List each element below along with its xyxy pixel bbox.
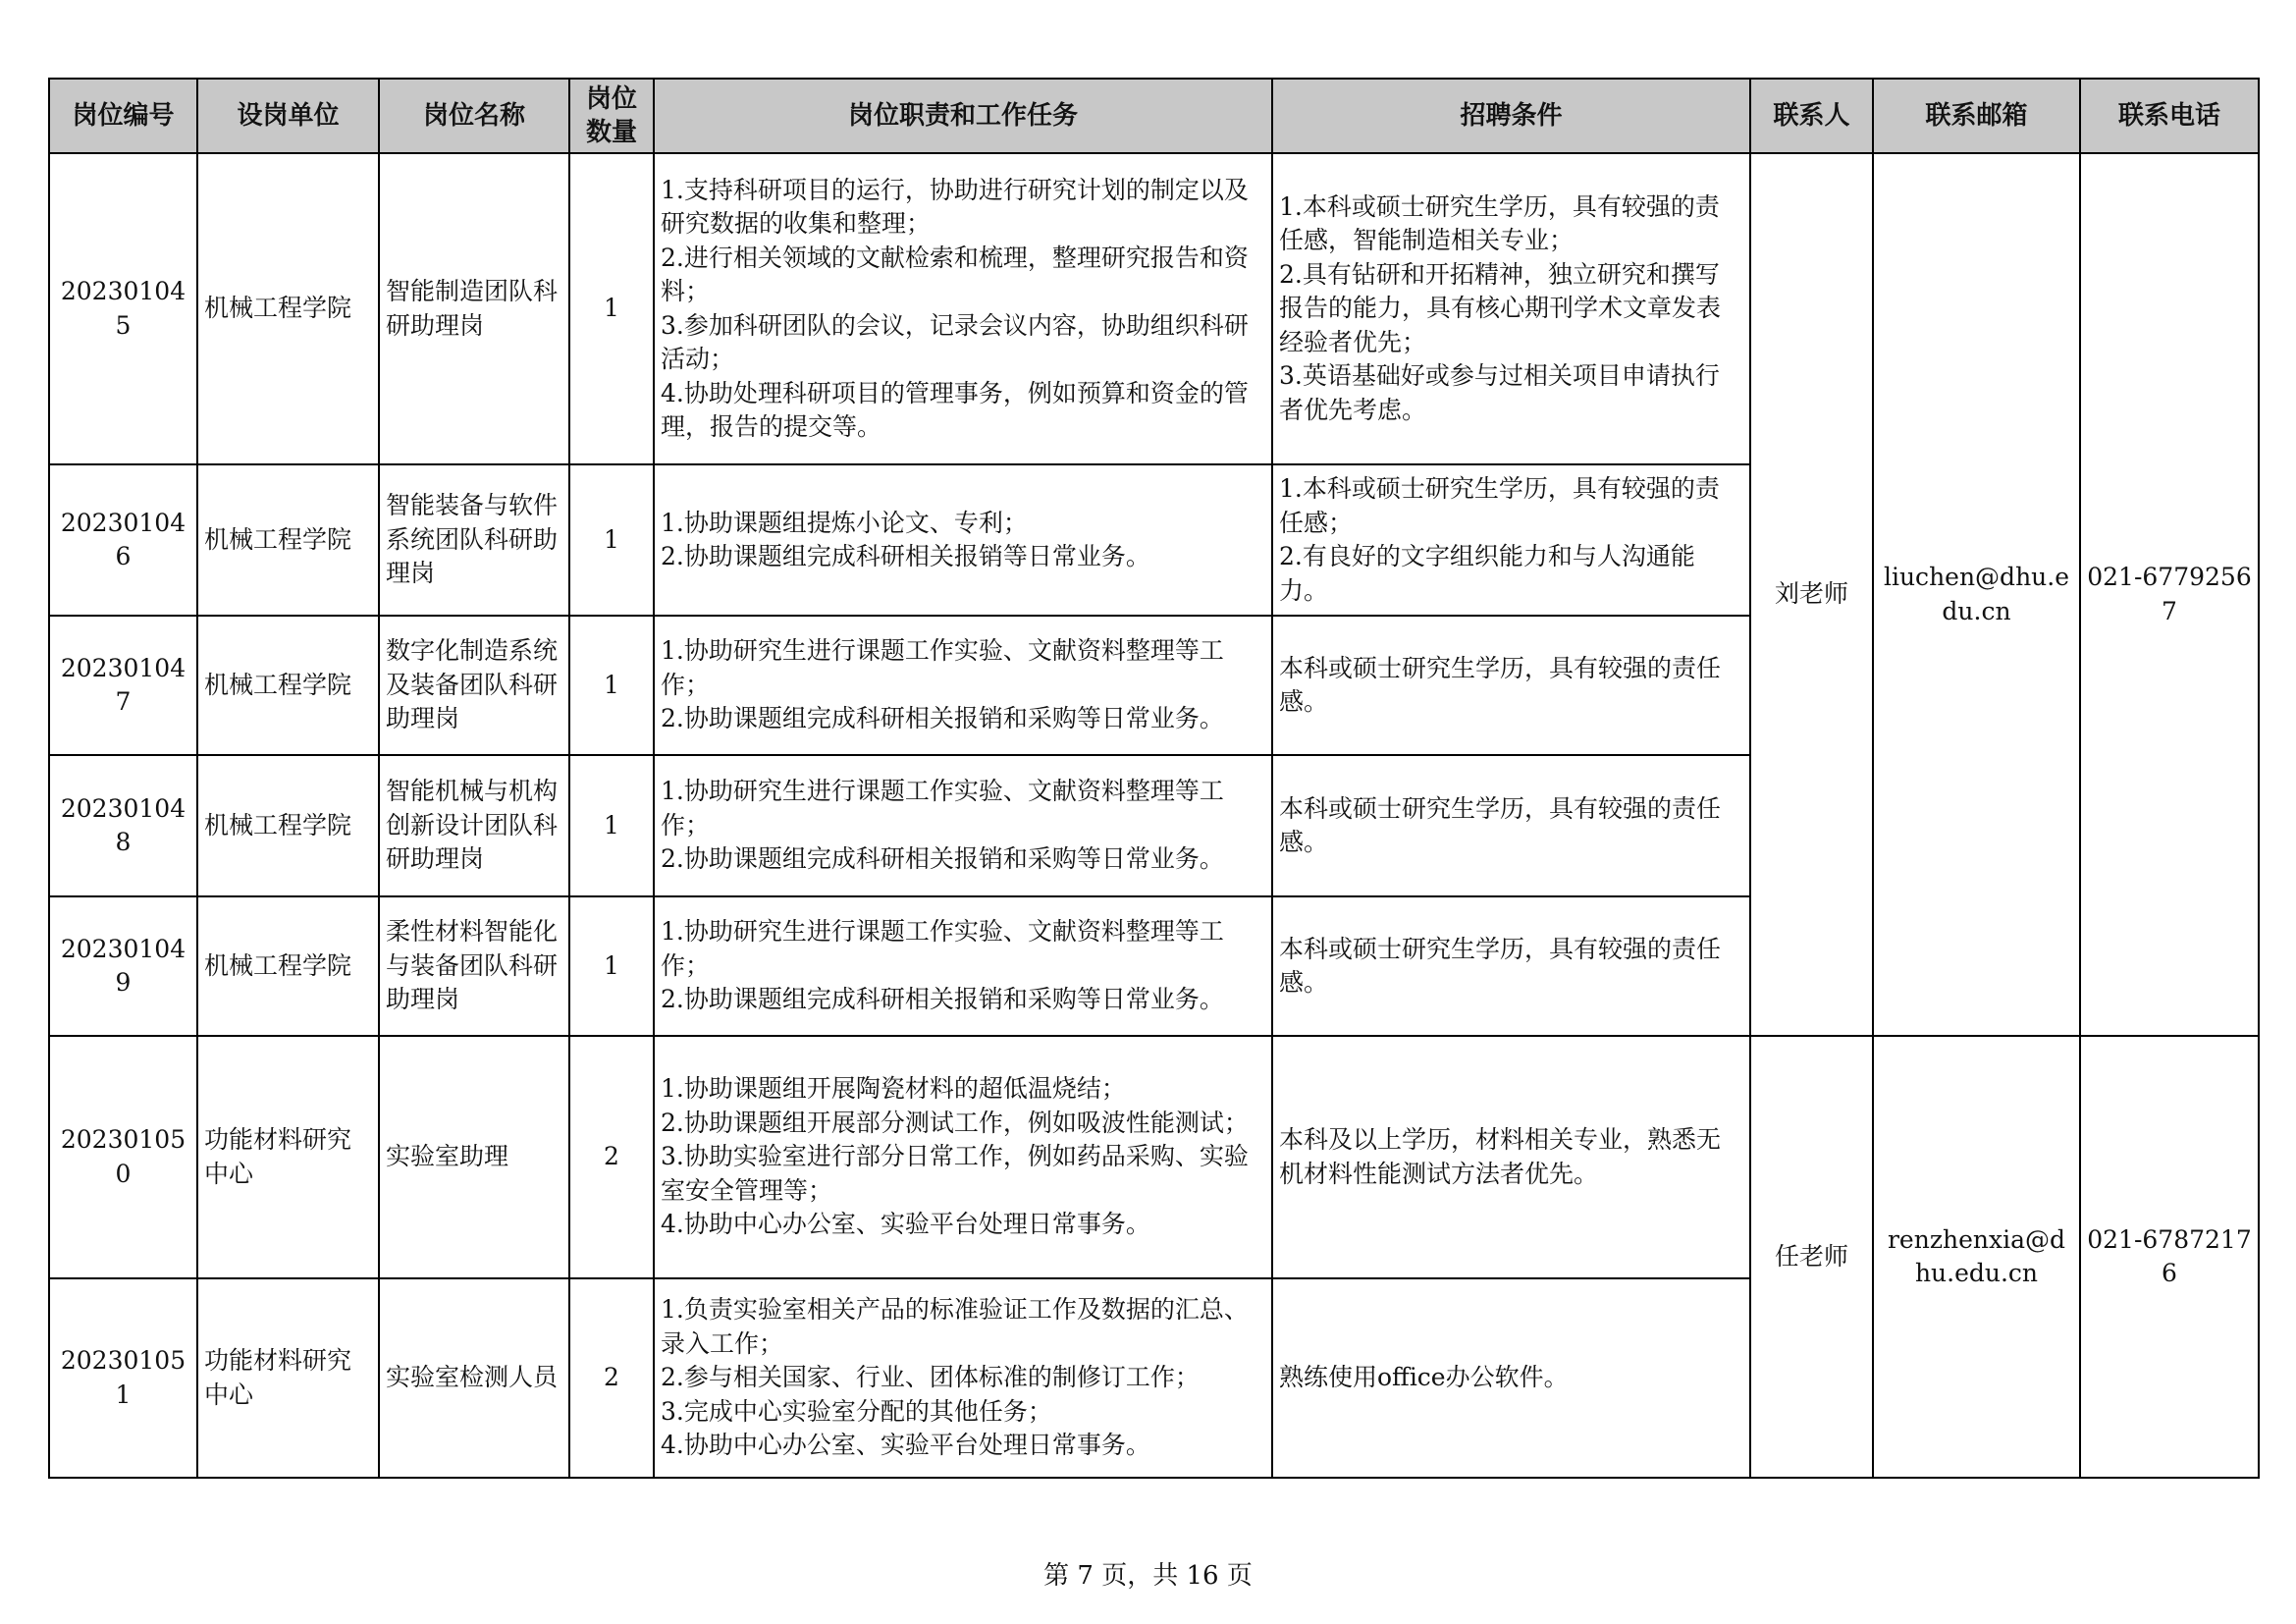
contact-email[interactable]: liuchen@dhu.edu.cn xyxy=(1873,153,2080,1036)
header-contact: 联系人 xyxy=(1750,79,1873,153)
duty-item: 2.协助课题组完成科研相关报销和采购等日常业务。 xyxy=(661,704,1224,733)
position-name: 智能机械与机构创新设计团队科研助理岗 xyxy=(379,755,569,896)
requirement-item: 1.本科或硕士研究生学历，具有较强的责任感； xyxy=(1279,474,1720,537)
requirement-item: 本科及以上学历，材料相关专业，熟悉无机材料性能测试方法者优先。 xyxy=(1279,1125,1722,1188)
header-unit: 设岗单位 xyxy=(197,79,379,153)
contact-email[interactable]: renzhenxia@dhu.edu.cn xyxy=(1873,1036,2080,1478)
position-duties xyxy=(654,1036,1272,1278)
requirement-item: 1.本科或硕士研究生学历，具有较强的责任感，智能制造相关专业； xyxy=(1279,191,1720,255)
position-requirements xyxy=(1272,1036,1750,1278)
requirement-item: 熟练使用office办公软件。 xyxy=(1279,1363,1569,1392)
position-count: 1 xyxy=(569,896,654,1036)
duty-item: 2.协助课题组完成科研相关报销和采购等日常业务。 xyxy=(661,985,1224,1014)
header-duties: 岗位职责和工作任务 xyxy=(654,79,1272,153)
requirement-item: 本科或硕士研究生学历，具有较强的责任感。 xyxy=(1279,793,1722,856)
position-duties xyxy=(654,1278,1272,1478)
position-requirements xyxy=(1272,755,1750,896)
position-id: 202301045 xyxy=(49,153,197,464)
duty-item: 2.参与相关国家、行业、团体标准的制修订工作； xyxy=(661,1363,1200,1392)
requirement-item: 2.具有钻研和开拓精神，独立研究和撰写报告的能力，具有核心期刊学术文章发表经验者优先； xyxy=(1279,259,1722,356)
duty-item: 2.协助课题组完成科研相关报销和采购等日常业务。 xyxy=(661,844,1224,874)
header-count-line2: 数量 xyxy=(585,118,637,147)
table-header-row xyxy=(49,79,2259,153)
position-name: 实验室检测人员 xyxy=(379,1278,569,1478)
position-unit: 机械工程学院 xyxy=(197,616,379,755)
position-duties xyxy=(654,153,1272,464)
position-duties xyxy=(654,616,1272,755)
contact-phone: 021-67872176 xyxy=(2080,1036,2259,1478)
position-duties xyxy=(654,755,1272,896)
table-row xyxy=(49,1036,2259,1278)
header-requirements: 招聘条件 xyxy=(1272,79,1750,153)
requirement-item: 本科或硕士研究生学历，具有较强的责任感。 xyxy=(1279,653,1722,716)
position-id: 202301048 xyxy=(49,755,197,896)
contact-person: 任老师 xyxy=(1750,1036,1873,1478)
position-unit: 机械工程学院 xyxy=(197,896,379,1036)
requirement-item: 2.有良好的文字组织能力和与人沟通能力。 xyxy=(1279,542,1695,605)
position-unit: 机械工程学院 xyxy=(197,464,379,616)
header-phone: 联系电话 xyxy=(2080,79,2259,153)
header-count-line1: 岗位 xyxy=(585,84,637,114)
position-duties xyxy=(654,464,1272,616)
position-count: 2 xyxy=(569,1036,654,1278)
position-name: 实验室助理 xyxy=(379,1036,569,1278)
position-requirements xyxy=(1272,1278,1750,1478)
position-count: 2 xyxy=(569,1278,654,1478)
position-id: 202301046 xyxy=(49,464,197,616)
duty-item: 1.协助研究生进行课题工作实验、文献资料整理等工作； xyxy=(661,917,1224,980)
duty-item: 1.支持科研项目的运行，协助进行研究计划的制定以及研究数据的收集和整理； xyxy=(661,175,1249,238)
duty-item: 1.负责实验室相关产品的标准验证工作及数据的汇总、录入工作； xyxy=(661,1295,1249,1358)
position-id: 202301050 xyxy=(49,1036,197,1278)
position-unit: 功能材料研究中心 xyxy=(197,1278,379,1478)
header-position-name: 岗位名称 xyxy=(379,79,569,153)
duty-item: 3.协助实验室进行部分日常工作，例如药品采购、实验室安全管理等； xyxy=(661,1142,1249,1205)
position-name: 数字化制造系统及装备团队科研助理岗 xyxy=(379,616,569,755)
position-unit: 功能材料研究中心 xyxy=(197,1036,379,1278)
duty-item: 1.协助课题组开展陶瓷材料的超低温烧结； xyxy=(661,1074,1126,1104)
position-count: 1 xyxy=(569,616,654,755)
duty-item: 4.协助处理科研项目的管理事务，例如预算和资金的管理，报告的提交等。 xyxy=(661,378,1249,441)
duty-item: 3.完成中心实验室分配的其他任务； xyxy=(661,1396,1052,1426)
position-name: 柔性材料智能化与装备团队科研助理岗 xyxy=(379,896,569,1036)
contact-person: 刘老师 xyxy=(1750,153,1873,1036)
position-requirements xyxy=(1272,464,1750,616)
position-count: 1 xyxy=(569,755,654,896)
table-row xyxy=(49,153,2259,464)
header-position-count xyxy=(569,79,654,153)
position-requirements xyxy=(1272,616,1750,755)
position-name: 智能装备与软件系统团队科研助理岗 xyxy=(379,464,569,616)
header-position-id: 岗位编号 xyxy=(49,79,197,153)
position-unit: 机械工程学院 xyxy=(197,755,379,896)
position-name: 智能制造团队科研助理岗 xyxy=(379,153,569,464)
position-unit: 机械工程学院 xyxy=(197,153,379,464)
position-count: 1 xyxy=(569,464,654,616)
duty-item: 1.协助研究生进行课题工作实验、文献资料整理等工作； xyxy=(661,636,1224,699)
duty-item: 2.协助课题组开展部分测试工作，例如吸波性能测试； xyxy=(661,1108,1249,1137)
duty-item: 4.协助中心办公室、实验平台处理日常事务。 xyxy=(661,1431,1150,1460)
position-requirements xyxy=(1272,153,1750,464)
header-email: 联系邮箱 xyxy=(1873,79,2080,153)
duty-item: 1.协助研究生进行课题工作实验、文献资料整理等工作； xyxy=(661,777,1224,839)
duty-item: 3.参加科研团队的会议，记录会议内容，协助组织科研活动； xyxy=(661,310,1249,373)
position-requirements xyxy=(1272,896,1750,1036)
duty-item: 1.协助课题组提炼小论文、专利； xyxy=(661,508,1028,537)
position-id: 202301051 xyxy=(49,1278,197,1478)
duty-item: 4.协助中心办公室、实验平台处理日常事务。 xyxy=(661,1210,1150,1239)
contact-phone: 021-67792567 xyxy=(2080,153,2259,1036)
requirement-item: 本科或硕士研究生学历，具有较强的责任感。 xyxy=(1279,934,1722,997)
page-number-footer: 第 7 页，共 16 页 xyxy=(1043,1561,1253,1591)
position-id: 202301047 xyxy=(49,616,197,755)
duty-item: 2.进行相关领域的文献检索和梳理，整理研究报告和资料； xyxy=(661,243,1249,305)
duty-item: 2.协助课题组完成科研相关报销等日常业务。 xyxy=(661,542,1150,570)
position-duties xyxy=(654,896,1272,1036)
recruitment-table xyxy=(48,78,2260,1479)
requirement-item: 3.英语基础好或参与过相关项目申请执行者优先考虑。 xyxy=(1279,361,1720,424)
position-count: 1 xyxy=(569,153,654,464)
position-id: 202301049 xyxy=(49,896,197,1036)
